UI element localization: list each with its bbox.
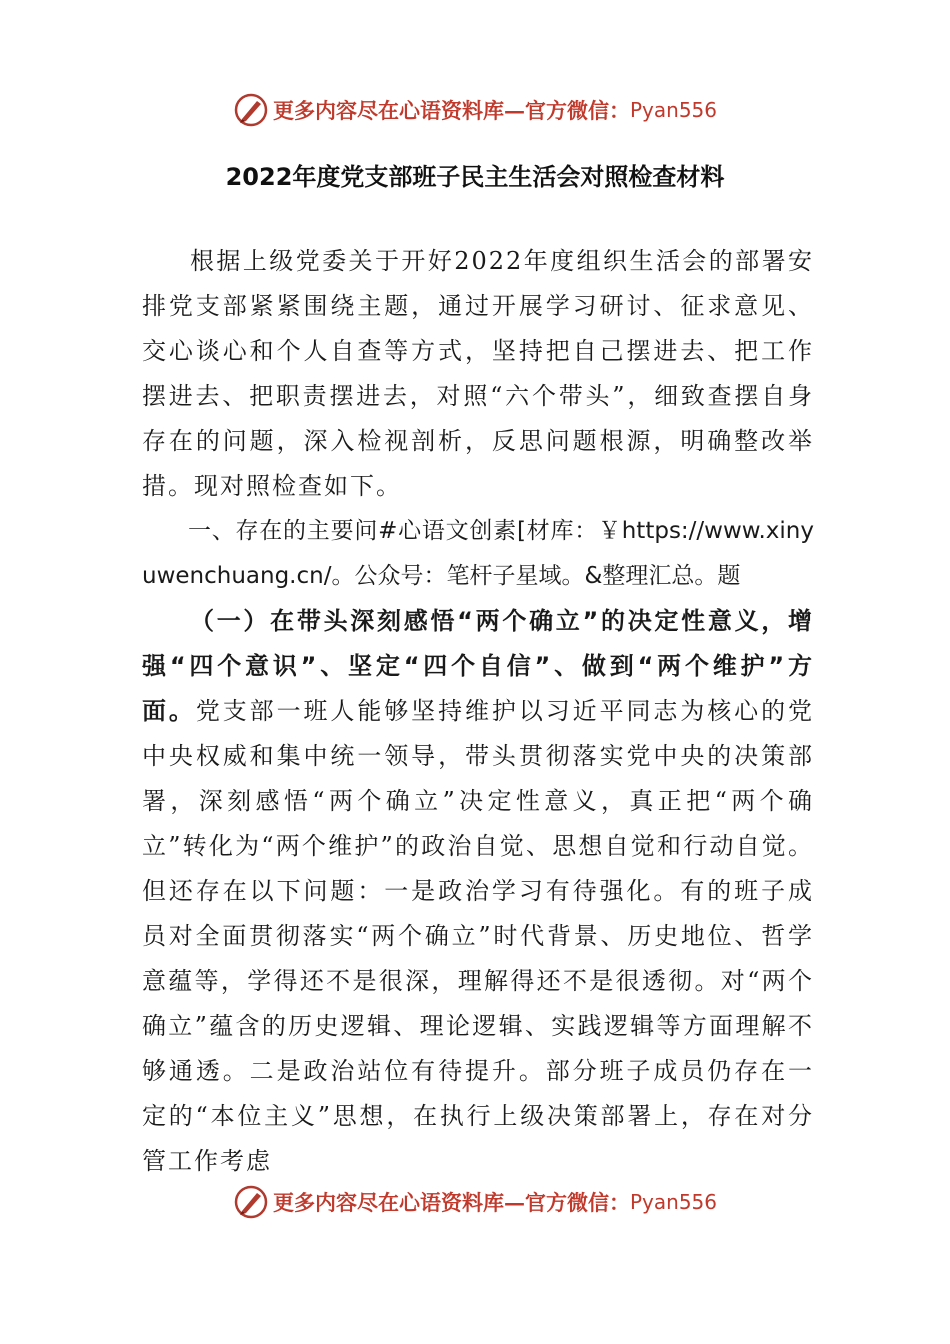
header-banner <box>0 90 950 130</box>
item-paragraph <box>142 599 814 1184</box>
pen-logo-icon <box>233 1184 269 1220</box>
banner-slogan: 更多内容尽在心语资料库—官方微信： <box>272 98 630 123</box>
banner-wechat-id: Pyan556 <box>629 1190 717 1214</box>
footer-banner <box>0 1182 950 1222</box>
page-title: 2022年度党支部班子民主生活会对照检查材料 <box>225 163 725 191</box>
document-body <box>142 239 814 1184</box>
pen-logo-icon <box>233 92 269 128</box>
section-heading: 一、存在的主要问#心语文创素[材库：￥https://www.xinyuwenchuang.cn/。公众号：笔杆子星域。&整理汇总。题 <box>142 518 814 589</box>
item-heading: （一）在带头深刻感悟“两个确立”的决定性意义，增强“四个意识”、坚定“四个自信”、做到“两个维护”方面。 <box>142 607 814 725</box>
item-body: 党支部一班人能够坚持维护以习近平同志为核心的党中央权威和集中统一领导，带头贯彻落实党中央的决策部署，深刻感悟“两个确立”决定性意义，真正把“两个确立”转化为“两个维护”的政治自觉、思想自觉和行动自觉。但还存在以下问题：一是政治学习有待强化。有的班子成员对全面贯彻落实“两个确立”时代背景、历史地位、哲学意蕴等，学得还不是很深，理解得还不是很透彻。对“两个确立”蕴含的历史逻辑、理论逻辑、实践逻辑等方面理解不够通透。二是政治站位有待提升。部分班子成员仍存在一定的“本位主义”思想，在执行上级决策部署上，存在对分管工作考虑 <box>142 697 815 1175</box>
banner-slogan: 更多内容尽在心语资料库—官方微信： <box>272 1190 630 1215</box>
intro-paragraph: 根据上级党委关于开好2022年度组织生活会的部署安排党支部紧紧围绕主题，通过开展学习研讨、征求意见、交心谈心和个人自查等方式，坚持把自己摆进去、把工作摆进去、把职责摆进去，对照“六个带头”，细致查摆自身存在的问题，深入检视剖析，反思问题根源，明确整改举措。现对照检查如下。 <box>142 247 814 500</box>
banner-wechat-id: Pyan556 <box>629 98 717 122</box>
